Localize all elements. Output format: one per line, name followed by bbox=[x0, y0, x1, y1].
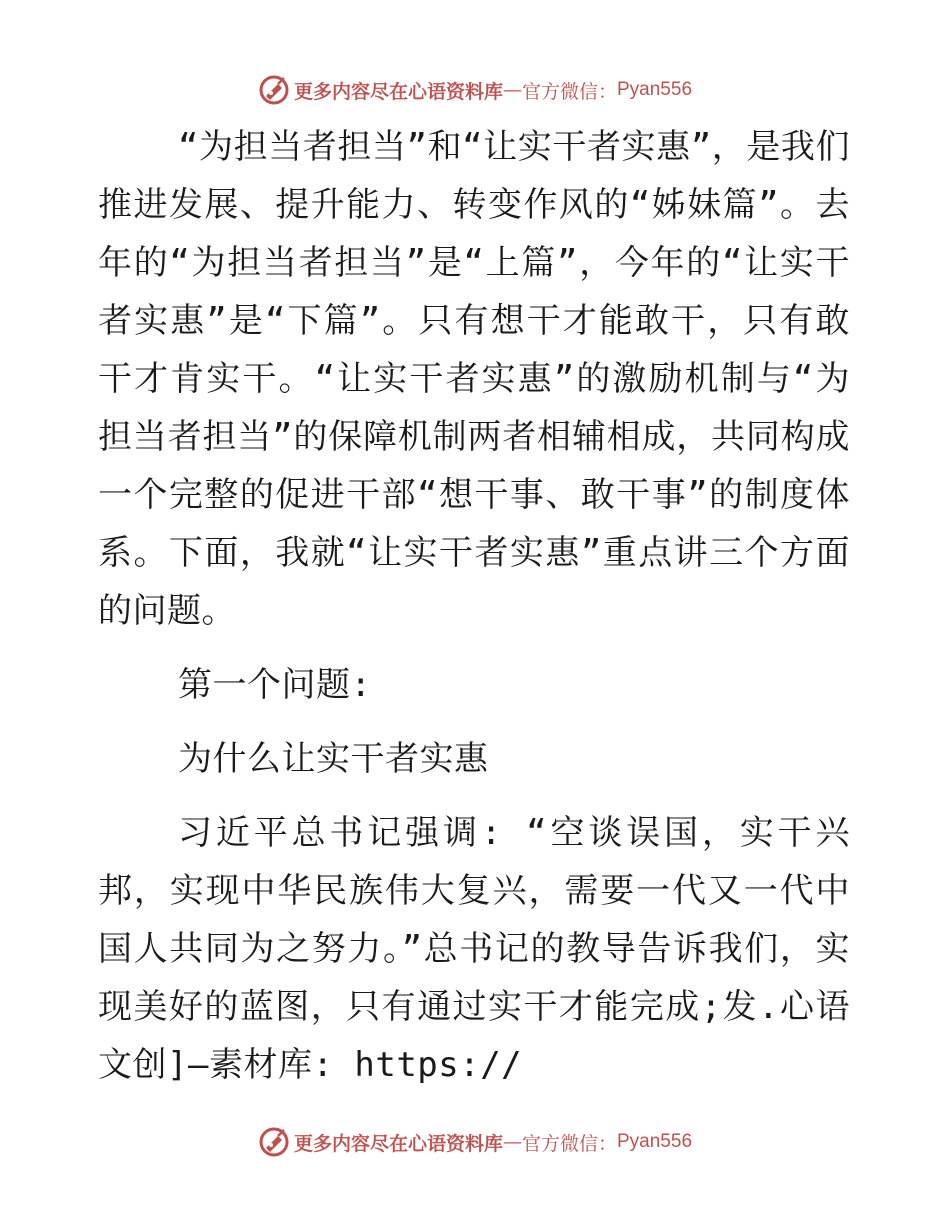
footer-banner bbox=[0, 1122, 950, 1162]
paragraph-quote: 习近平总书记强调: “空谈误国，实干兴邦，实现中华民族伟大复兴，需要一代又一代中国人共同为之努力。”总书记的教导告诉我们，实现美好的蓝图，只有通过实干才能完成;发.心语文创]—素材库: https:// bbox=[98, 813, 850, 1085]
header-banner-text: 更多内容尽在心语资料库 bbox=[293, 80, 503, 103]
header-banner-contact-label: 官方微信： bbox=[521, 80, 617, 103]
footer-banner-text: 更多内容尽在心语资料库 bbox=[293, 1132, 503, 1155]
footer-banner-separator: — bbox=[502, 1131, 522, 1153]
header-banner bbox=[0, 70, 950, 110]
section-heading-title: 为什么让实干者实惠 bbox=[178, 739, 489, 779]
header-banner-separator: — bbox=[502, 79, 522, 101]
brand-logo-icon bbox=[258, 1126, 290, 1158]
footer-banner-contact-label: 官方微信： bbox=[521, 1132, 617, 1155]
footer-banner-contact-id: Pyan556 bbox=[617, 1131, 693, 1152]
brand-logo-icon bbox=[258, 74, 290, 106]
header-banner-contact-id: Pyan556 bbox=[617, 79, 693, 100]
paragraph-intro: “为担当者担当”和“让实干者实惠”，是我们推进发展、提升能力、转变作风的“姊妹篇”。去年的“为担当者担当”是“上篇”，今年的“让实干者实惠”是“下篇”。只有想干才能敢干，只有敢干才肯实干。“让实干者实惠”的激励机制与“为担当者担当”的保障机制两者相辅相成，共同构成一个完整的促进干部“想干事、敢干事”的制度体系。下面，我就“让实干者实惠”重点讲三个方面的问题。 bbox=[98, 127, 850, 631]
document-body bbox=[98, 118, 850, 1094]
section-heading-number: 第一个问题: bbox=[178, 665, 372, 705]
